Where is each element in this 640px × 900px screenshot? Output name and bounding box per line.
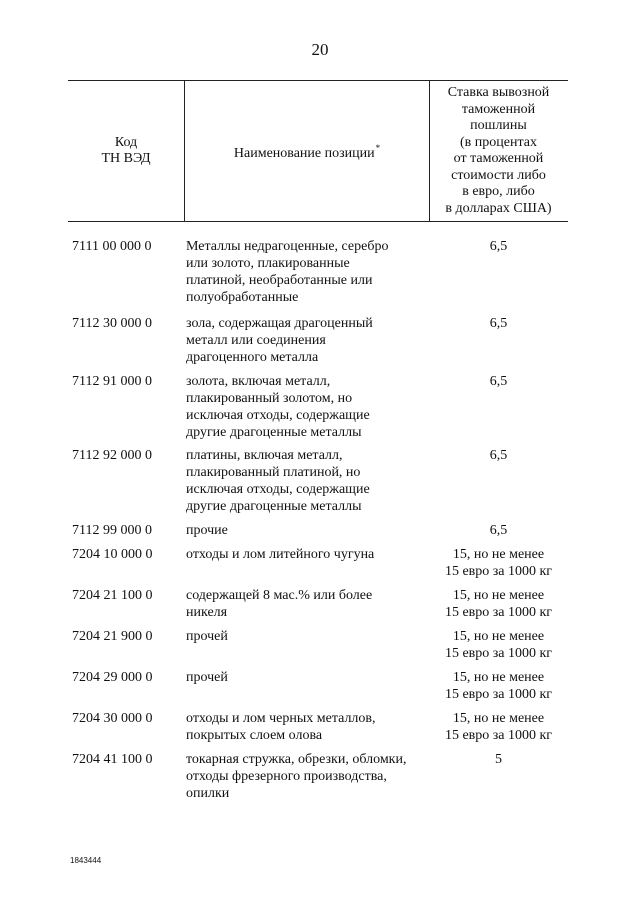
footnote-mark: *: [375, 142, 381, 153]
row-code: 7204 29 000 0: [72, 670, 153, 685]
row-name: платины, включая металл, плакированный платиной, но исключая отходы, содержащие другие драгоценные металлы: [186, 448, 370, 514]
row-rate: 6,5: [489, 374, 508, 389]
row-name: отходы и лом черных металлов, покрытых слоем олова: [186, 711, 376, 743]
row-rate: 5: [495, 752, 502, 767]
row-name: содержащей 8 мас.% или более никеля: [186, 588, 373, 620]
row-rate: 15, но не менее 15 евро за 1000 кг: [444, 711, 553, 743]
header-name-text: Наименование позиции: [233, 145, 375, 161]
page-number: 20: [311, 40, 329, 59]
row-rate: 15, но не менее 15 евро за 1000 кг: [444, 670, 553, 702]
row-name: прочие: [186, 523, 228, 538]
row-name: зола, содержащая драгоценный металл или соединения драгоценного металла: [186, 316, 373, 365]
header-rate-cell: [429, 81, 568, 221]
row-rate: 15, но не менее 15 евро за 1000 кг: [444, 588, 553, 620]
row-rate: 15, но не менее 15 евро за 1000 кг: [444, 629, 553, 661]
row-code: 7111 00 000 0: [72, 239, 152, 254]
row-code: 7112 99 000 0: [72, 523, 152, 538]
row-rate: 15, но не менее 15 евро за 1000 кг: [444, 547, 553, 579]
row-name: токарная стружка, обрезки, обломки, отходы фрезерного производства, опилки: [186, 752, 407, 801]
row-name: прочей: [186, 670, 228, 685]
header-name-label: [234, 140, 380, 163]
row-rate: 6,5: [489, 316, 508, 331]
row-name: золота, включая металл, плакированный золотом, но исключая отходы, содержащие другие драгоценные металлы: [186, 374, 370, 440]
header-code-cell: [68, 81, 184, 221]
row-code: 7112 30 000 0: [72, 316, 152, 331]
row-name: отходы и лом литейного чугуна: [186, 547, 375, 562]
table-header: [68, 80, 568, 222]
row-code: 7204 30 000 0: [72, 711, 153, 726]
row-rate: 6,5: [489, 523, 508, 538]
row-rate: 6,5: [489, 448, 508, 463]
header-code-label: Код ТН ВЭД: [101, 134, 151, 166]
row-code: 7112 91 000 0: [72, 374, 152, 389]
row-code: 7112 92 000 0: [72, 448, 152, 463]
row-code: 7204 21 100 0: [72, 588, 153, 603]
row-code: 7204 41 100 0: [72, 752, 153, 767]
header-name-cell: [184, 81, 430, 221]
row-code: 7204 21 900 0: [72, 629, 153, 644]
row-name: прочей: [186, 629, 228, 644]
row-name: Металлы недрагоценные, серебро или золото, плакированные платиной, необработанные или полуобработанные: [186, 239, 389, 305]
header-rate-label: Ставка вывозной таможенной пошлины (в процентах от таможенной стоимости либо в евро, либо в долларах США): [445, 85, 552, 216]
document-id: 1843444: [70, 856, 102, 865]
row-code: 7204 10 000 0: [72, 547, 153, 562]
row-rate: 6,5: [489, 239, 508, 254]
